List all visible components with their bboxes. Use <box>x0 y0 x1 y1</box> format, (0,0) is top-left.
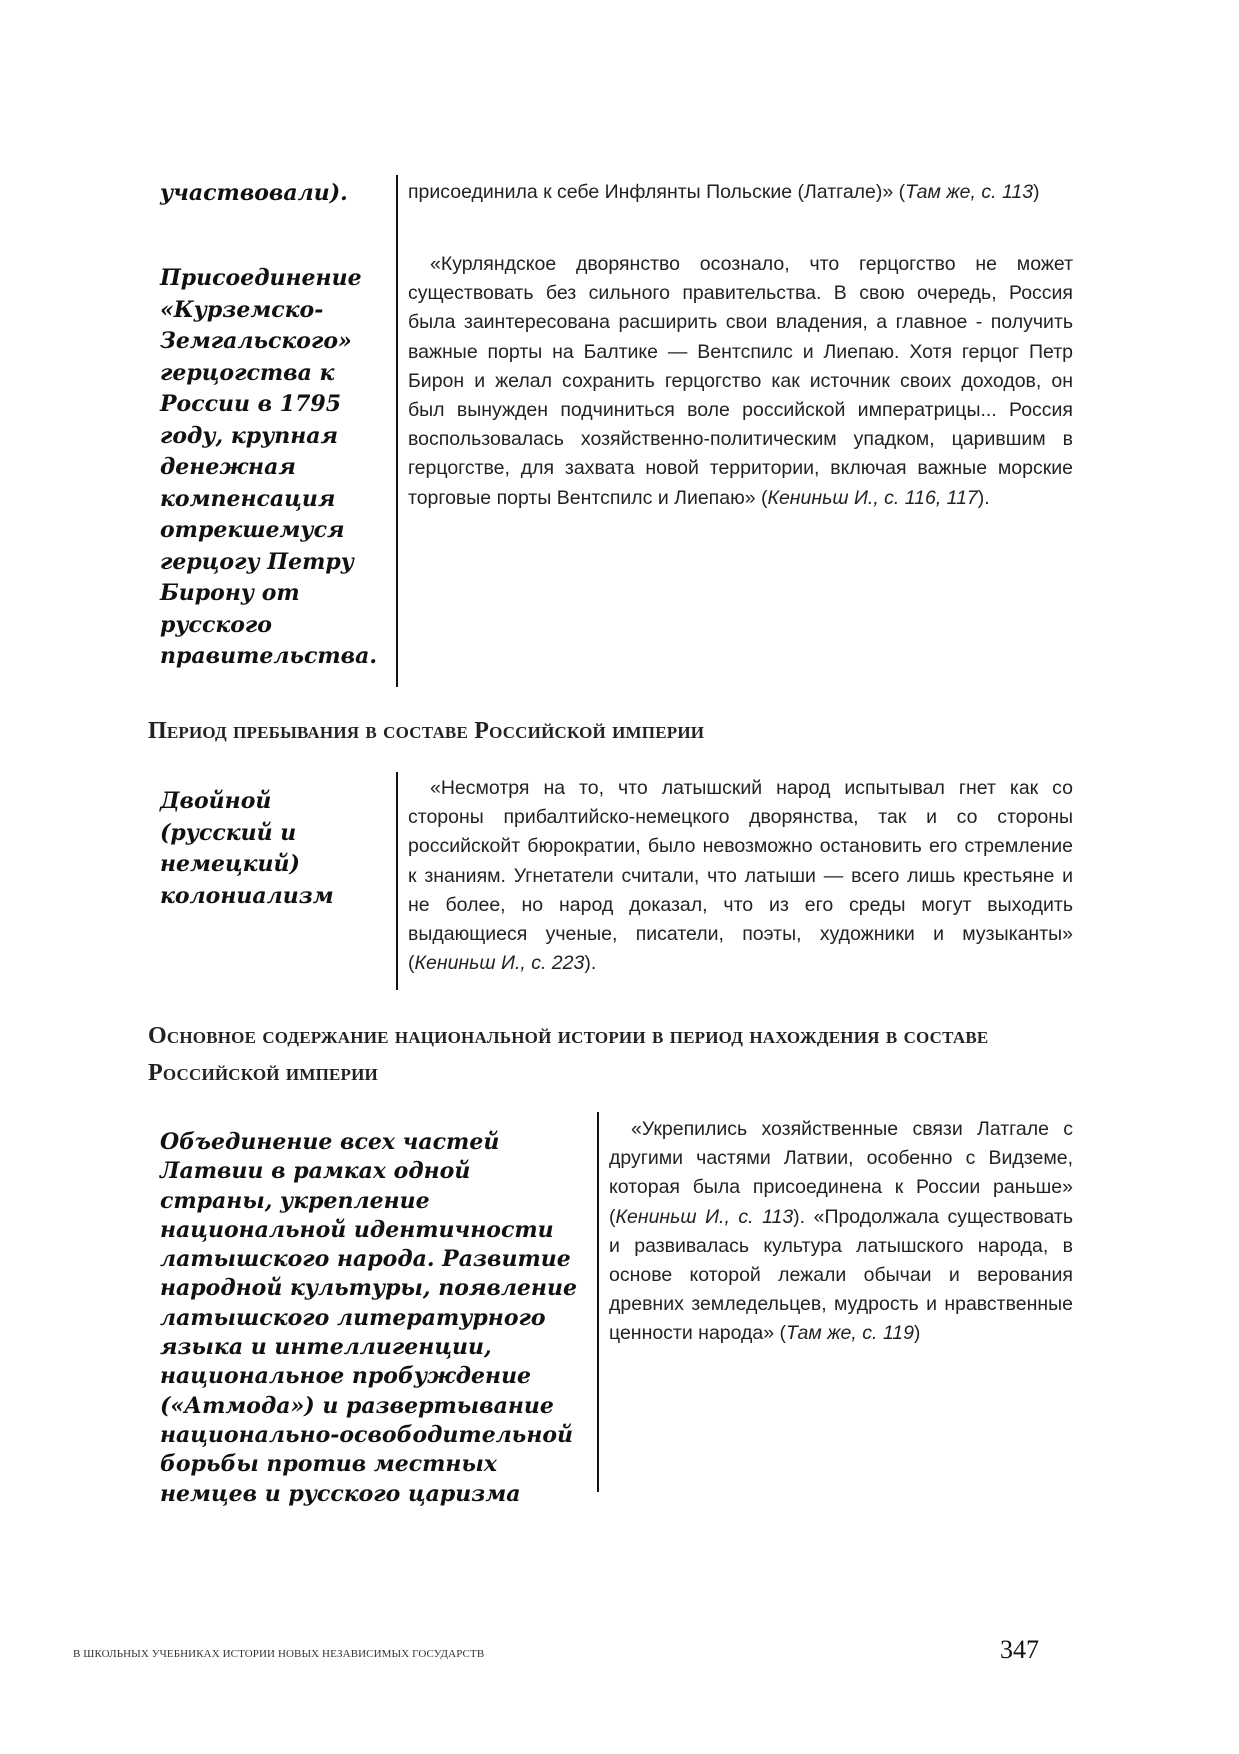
quote-text: ). «Продолжала существовать и развивалась культура латышского народа, в основе которой лежали обычаи и верования древних земледельцев, мудрость и нравственные ценности народа» ( <box>609 1205 1073 1345</box>
quote-text: присоединила к себе Инфлянты Польские (Латгале)» ( <box>408 181 906 203</box>
section2-label: Двойной (русский и немецкий) колониализм <box>160 788 334 909</box>
citation: Кениньш И., с. 113 <box>615 1205 794 1228</box>
section2-divider <box>396 772 398 990</box>
section2-quote <box>408 774 1073 978</box>
citation: Кениньш И., с. 116, 117 <box>767 486 978 509</box>
quote-text: «Курляндское дворянство осознало, что герцогство не может существовать без сильного правительства. В свою очередь, Россия была заинтересована расширить свои владения, а главное - получить важные порты на Балтике — Вентспилс и Лиепаю. Хотя герцог Петр Бирон и желал сохранить герцогство как источник своих доходов, он был вынужден подчиниться воле российской императрицы... Россия воспользовалась хозяйственно-политическим упадком, царившим в герцогстве, для захвата новой территории, включая важные морские торговые порты Вентспилс и Лиепаю» ( <box>408 253 1073 509</box>
section1-label-top: участвовали). <box>160 180 348 206</box>
section1-divider <box>396 175 398 687</box>
citation: Там же, с. 113 <box>905 181 1034 203</box>
section1-label-main: Присоединение «Курземско-Земгальского» герцогства к России в 1795 году, крупная денежная компенсация отрекшемуся герцогу Петру Бирону от русского правительства. <box>160 265 378 669</box>
section1-quote-kurland <box>408 250 1073 513</box>
citation-close: ). <box>584 952 597 975</box>
running-title: В ШКОЛЬНЫХ УЧЕБНИКАХ ИСТОРИИ НОВЫХ НЕЗАВИСИМЫХ ГОСУДАРСТВ <box>73 1648 485 1660</box>
citation: Там же, с. 119 <box>786 1322 914 1345</box>
section3-divider <box>597 1112 599 1492</box>
citation-close: ). <box>977 486 990 509</box>
section3-label: Объединение всех частей Латвии в рамках одной страны, укрепление национальной идентичности латышского народа. Развитие народной культуры, появление латышского литературного языка и интеллигенции, национальное пробуждение («Атмода») и развертывание национально-освободительной борьбы против местных немцев и русского царизма <box>160 1129 577 1507</box>
section1-quote-continued <box>408 178 1073 207</box>
section-heading-russian-empire-period: Период пребывания в составе Российской империи <box>148 718 705 744</box>
citation: Кениньш И., с. 223 <box>414 952 585 975</box>
quote-text: «Укрепились хозяйственные связи Латгале с другими частями Латвии, особенно с Видземе, которая была присоединена к России раньше» ( <box>609 1118 1073 1228</box>
section-heading-national-history: Основное содержание национальной истории в период нахождения в составе Российской империи <box>148 1023 989 1086</box>
citation-close: ) <box>1033 181 1040 203</box>
page-number: 347 <box>1000 1635 1039 1664</box>
citation-close: ) <box>913 1322 921 1345</box>
section3-quote <box>609 1115 1073 1349</box>
quote-text: «Несмотря на то, что латышский народ испытывал гнет как со стороны прибалтийско-немецкого дворянства, так и со стороны российскойт бюрократии, было невозможно остановить его стремление к знаниям. Угнетатели считали, что латыши — всего лишь крестьяне и не более, но народ доказал, что из его среды могут выходить выдающиеся ученые, писатели, поэты, художники и музыканты» ( <box>408 777 1073 975</box>
